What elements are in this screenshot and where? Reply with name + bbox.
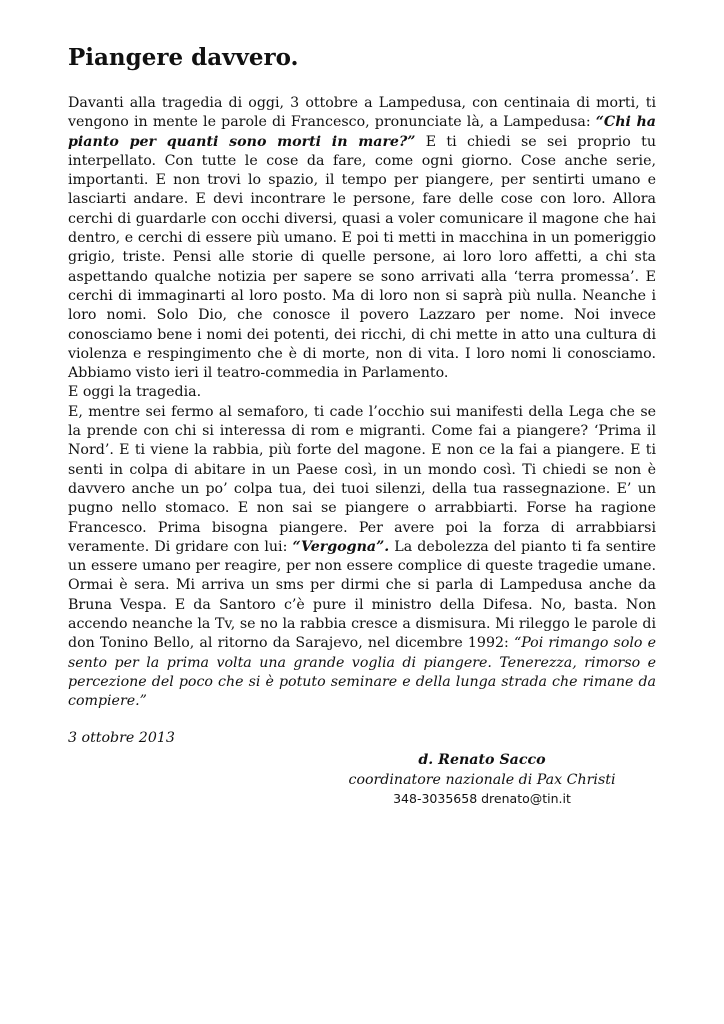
signature-block (308, 750, 656, 808)
paragraph-1 (68, 94, 656, 383)
vergogna-quote: “Vergogna”. (292, 538, 390, 555)
author-name: d. Renato Sacco (418, 751, 546, 768)
paragraph-1-text-b: E ti chiedi se sei proprio tu interpellato. Con tutte le cose da fare, come ogni giorno. Cose anche serie, importanti. E non trovi lo spazio, il tempo per piangere, per sentirti umano e lasciarti andare. E devi incontrare le persone, fare delle cose con loro. Allora cerchi di guardarle con occhi diversi, quasi a voler comunicare il magone che hai dentro, e cerchi di essere più umano. E poi ti metti in macchina in un pomeriggio grigio, triste. Pensi alle storie di quelle persone, ai loro loro affetti, a chi sta aspettando qualche notizia per sapere se sono arrivati alla ‘terra promessa’. E cerchi di immaginarti al loro posto. Ma di loro non si saprà più nulla. Neanche i loro nomi. Solo Dio, che conosce il povero Lazzaro per nome. Noi invece conosciamo bene i nomi dei potenti, dei ricchi, di chi mette in atto una cultura di violenza e respingimento che è di morte, non di vita. I loro nomi li conosciamo. Abbiamo visto ieri il teatro-commedia in Parlamento. (68, 133, 656, 382)
paragraph-3 (68, 403, 656, 712)
paragraph-3-text-a: E, mentre sei fermo al semaforo, ti cade l’occhio sui manifesti della Lega che se la prende con chi si interessa di rom e migranti. Come fai a piangere? ‘Prima il Nord’. E ti viene la rabbia, più forte del magone. E non ce la fai a piangere. E ti senti in colpa di abitare in un Paese così, in un mondo così. Ti chiedi se non è davvero anche un po’ colpa tua, dei tuoi silenzi, della tua rassegnazione. E’ un pugno nello stomaco. E non sai se piangere o arrabbiarti. Forse ha ragione Francesco. Prima bisogna piangere. Per avere poi la forza di arrabbiarsi veramente. Di gridare con lui: (68, 403, 656, 555)
tonino-bello-quote: “Poi rimango solo e sento per la prima volta una grande voglia di piangere. Tenerezza, rimorso e percezione del poco che si è potuto seminare e della lunga strada che rimane da compiere.” (68, 635, 656, 710)
document-date: 3 ottobre 2013 (68, 729, 175, 746)
paragraph-3-text-b: La debolezza del pianto ti fa sentire un essere umano per reagire, per non essere complice di queste tragedie umane. Ormai è sera. Mi arriva un sms per dirmi che si parla di Lampedusa anche da Bruna Vespa. E da Santoro c’è pure il ministro della Difesa. No, basta. Non accendo neanche la Tv, se no la rabbia cresce a dismisura. Mi rileggo le parole di don Tonino Bello, al ritorno da Sarajevo, nel dicembre 1992: (68, 538, 656, 652)
francesco-quote: “Chi ha pianto per quanti sono morti in mare?” (68, 114, 657, 150)
paragraph-1-text-a: Davanti alla tragedia di oggi, 3 ottobre a Lampedusa, con centinaia di morti, ti vengono in mente le parole di Francesco, pronunciate là, a Lampedusa: (68, 95, 656, 131)
author-role: coordinatore nazionale di Pax Christi (348, 771, 616, 788)
page-title: Piangere davvero. (68, 44, 299, 71)
paragraph-2: E oggi la tragedia. (68, 384, 202, 401)
article-body (68, 94, 656, 712)
author-contact: 348-3035658 drenato@tin.it (393, 790, 571, 806)
